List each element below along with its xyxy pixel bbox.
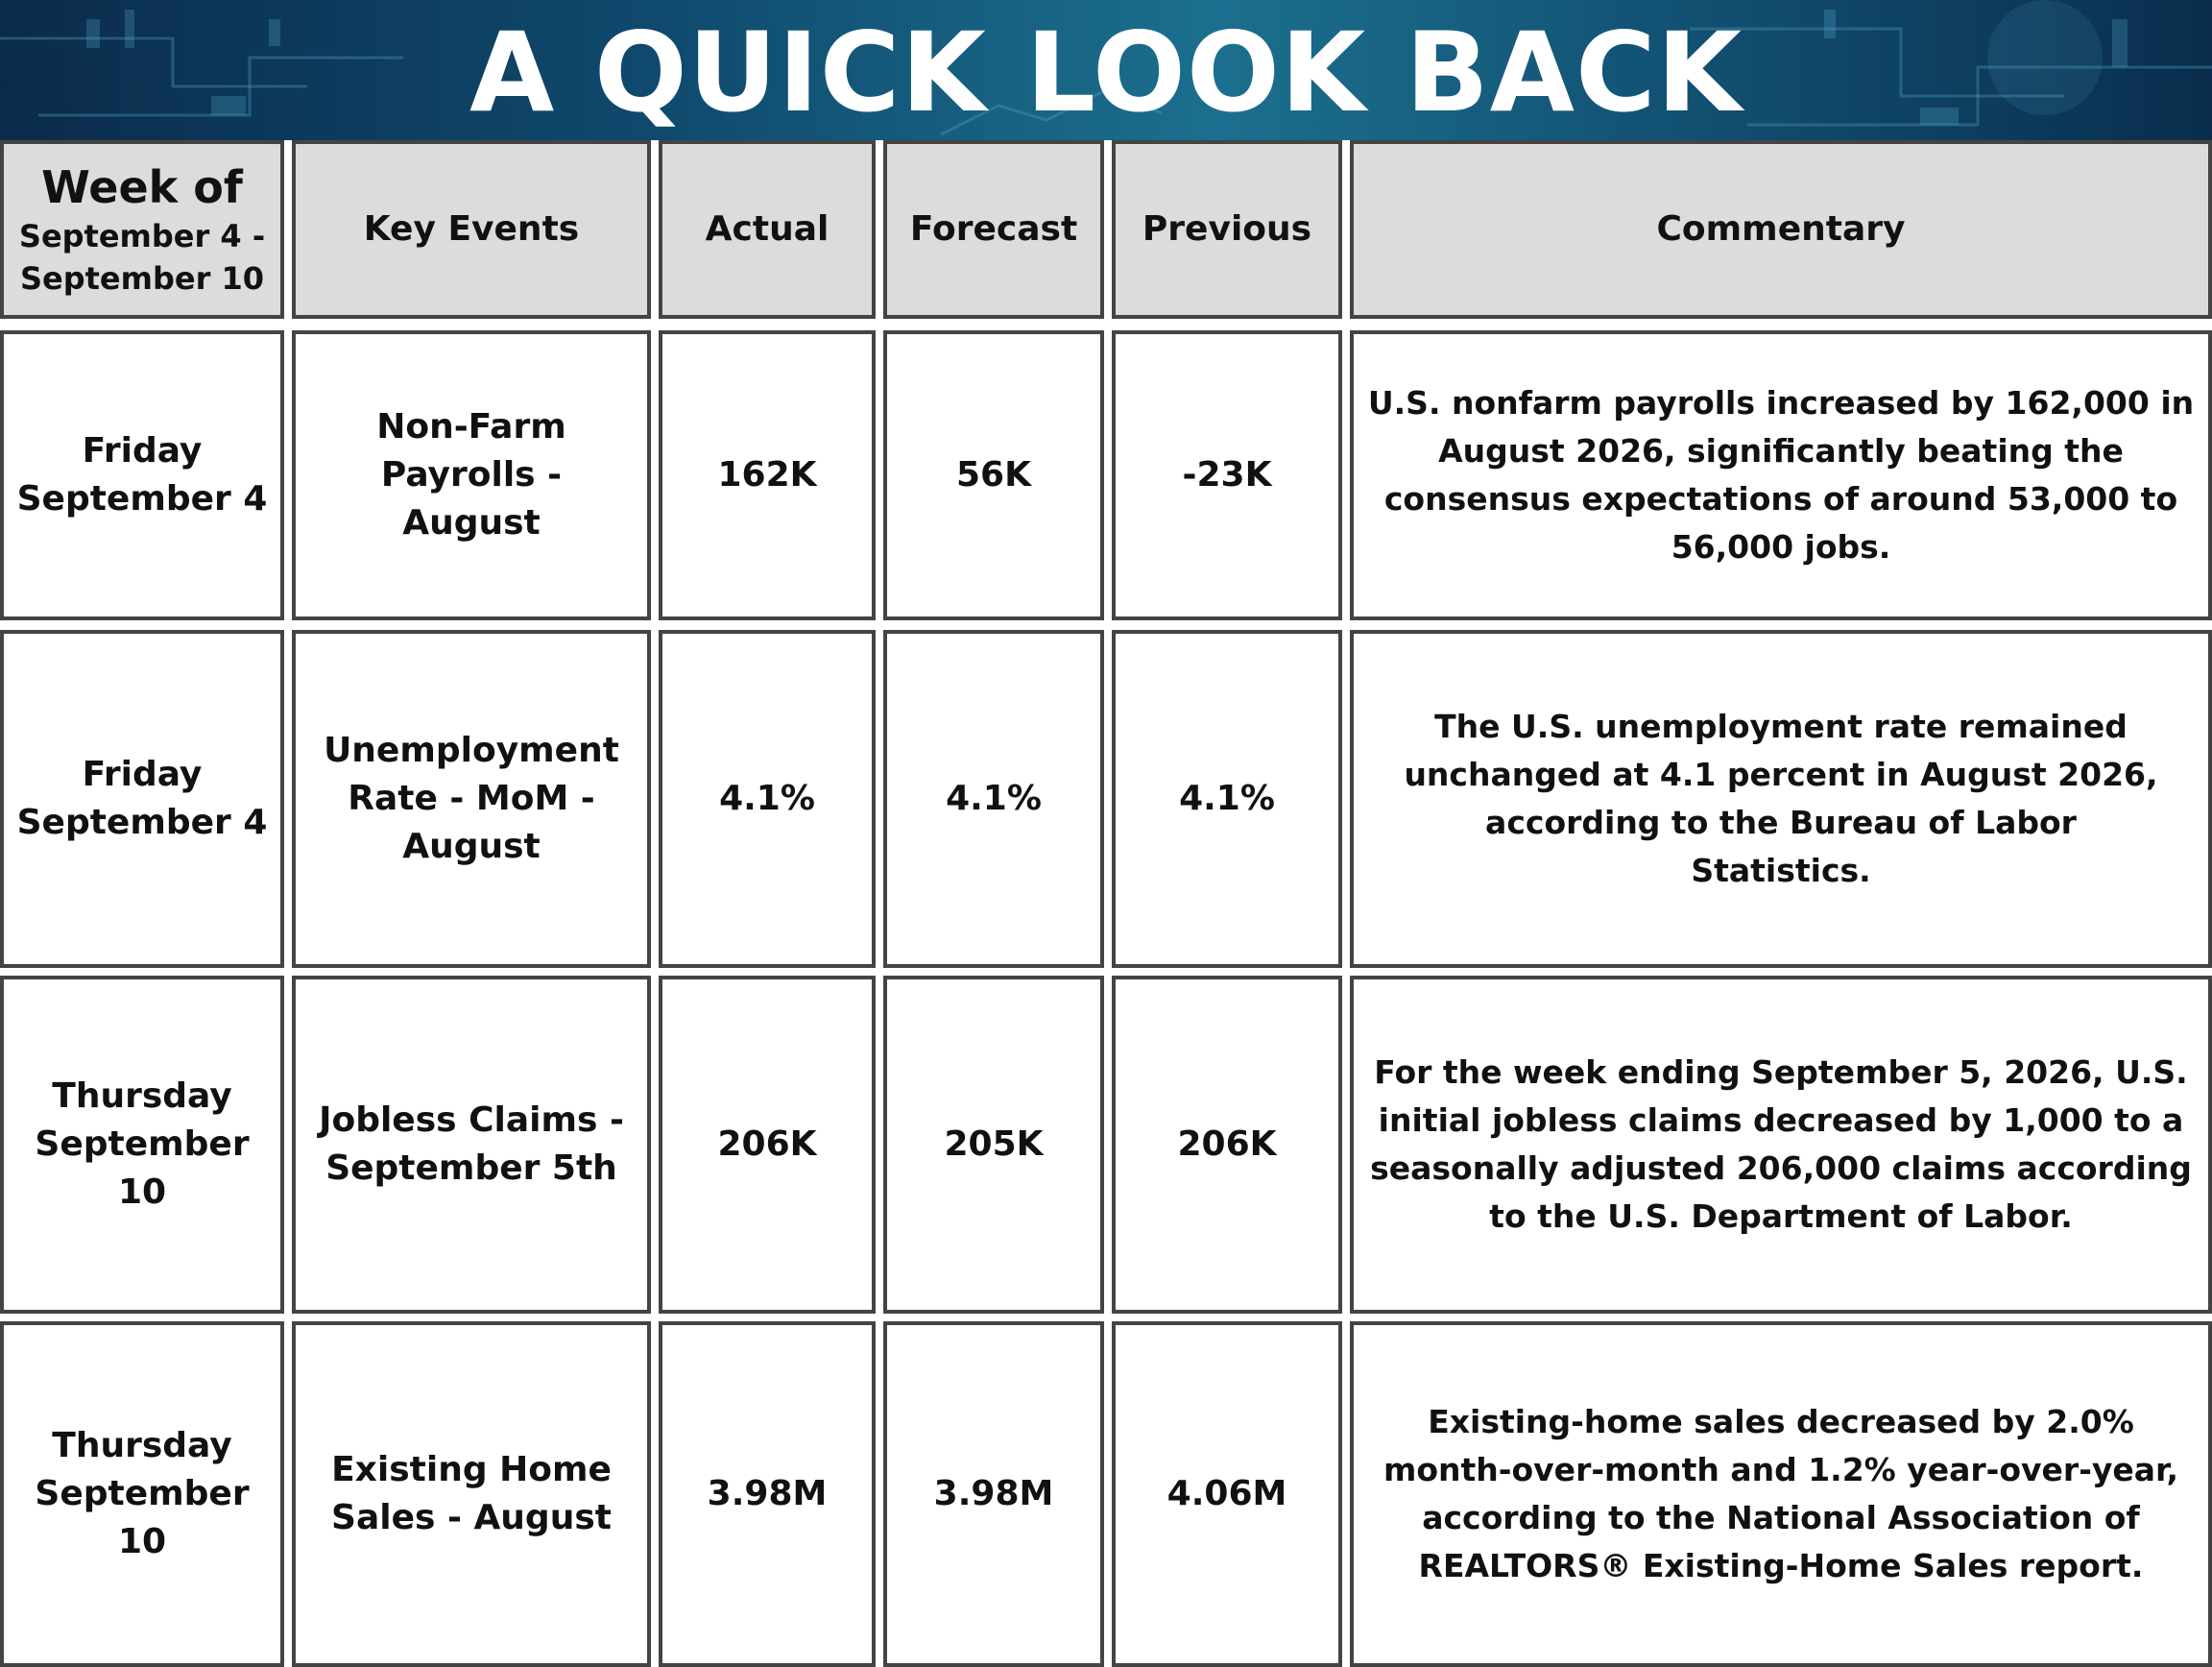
row-4-previous: 4.06M [1112, 1321, 1342, 1667]
row-4-event: Existing Home Sales - August [292, 1321, 651, 1667]
row-1-actual: 162K [659, 330, 876, 620]
week-range-start: September 4 - [18, 218, 266, 254]
week-range-end: September 10 [19, 260, 265, 297]
row-1-commentary: U.S. nonfarm payrolls increased by 162,000 in August 2026, significantly beating the consensus expectations of around 53,000 to 56,000 jobs. [1350, 330, 2212, 620]
banner-title: A QUICK LOOK BACK [469, 9, 1743, 136]
row-3-date: Thursday September 10 [0, 976, 284, 1314]
row-3-actual: 206K [659, 976, 876, 1314]
header-actual: Actual [659, 140, 876, 319]
row-2-event: Unemployment Rate - MoM - August [292, 630, 651, 968]
header-forecast: Forecast [883, 140, 1104, 319]
row-4-date: Thursday September 10 [0, 1321, 284, 1667]
row-3-previous: 206K [1112, 976, 1342, 1314]
row-1-date: Friday September 4 [0, 330, 284, 620]
row-3-event: Jobless Claims - September 5th [292, 976, 651, 1314]
header-key-events: Key Events [292, 140, 651, 319]
week-of-title: Week of [41, 161, 243, 213]
row-4-actual: 3.98M [659, 1321, 876, 1667]
row-2-actual: 4.1% [659, 630, 876, 968]
row-4-commentary: Existing-home sales decreased by 2.0% month-over-month and 1.2% year-over-year, according to the National Association of REALTORS® Existing-Home Sales report. [1350, 1321, 2212, 1667]
row-2-previous: 4.1% [1112, 630, 1342, 968]
row-2-commentary: The U.S. unemployment rate remained unchanged at 4.1 percent in August 2026, according to the Bureau of Labor Statistics. [1350, 630, 2212, 968]
row-4-forecast: 3.98M [883, 1321, 1104, 1667]
row-2-date: Friday September 4 [0, 630, 284, 968]
row-3-commentary: For the week ending September 5, 2026, U.S. initial jobless claims decreased by 1,000 to a seasonally adjusted 206,000 claims according to the U.S. Department of Labor. [1350, 976, 2212, 1314]
header-week-of [0, 140, 284, 319]
row-2-forecast: 4.1% [883, 630, 1104, 968]
row-1-forecast: 56K [883, 330, 1104, 620]
row-1-previous: -23K [1112, 330, 1342, 620]
header-previous: Previous [1112, 140, 1342, 319]
title-banner [0, 0, 2212, 140]
row-1-event: Non-Farm Payrolls - August [292, 330, 651, 620]
header-commentary: Commentary [1350, 140, 2212, 319]
row-3-forecast: 205K [883, 976, 1104, 1314]
